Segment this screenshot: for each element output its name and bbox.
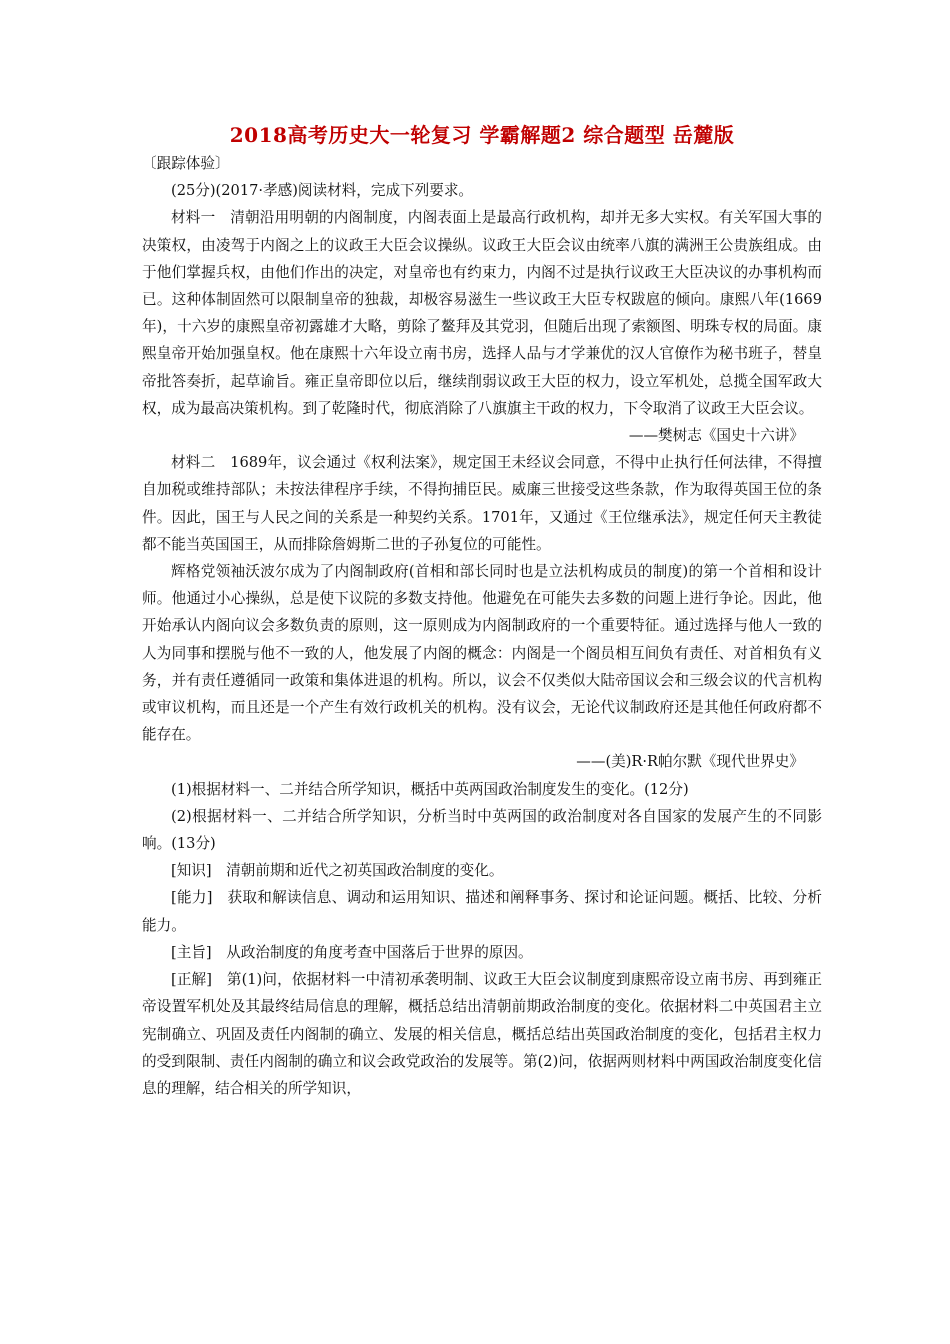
analysis-solution: [正解] 第(1)问，依据材料一中清初承袭明制、议政王大臣会议制度到康熙帝设立南书房、再到雍正帝设置军机处及其最终结局信息的理解，概括总结出清朝前期政治制度的变化。依据材料二中英国君主立宪制确立、巩固及责任内阁制的确立、发展的相关信息，概括总结出英国政治制度的变化，包括君主权力的受到限制、责任内阁制的确立和议会政党政治的发展等。第(2)问，依据两则材料中两国政治制度变化信息的理解，结合相关的所学知识， bbox=[142, 971, 822, 1097]
document-title: 2018高考历史大一轮复习 学霸解题2 综合题型 岳麓版 bbox=[229, 123, 735, 147]
question-intro: (25分)(2017·孝感)阅读材料，完成下列要求。 bbox=[171, 182, 474, 200]
question-2: (2)根据材料一、二并结合所学知识，分析当时中英两国的政治制度对各自国家的发展产生的不同影响。(13分) bbox=[142, 807, 822, 853]
analysis-ability: [能力] 获取和解读信息、调动和运用知识、描述和阐释事务、探讨和论证问题。概括、比较、分析能力。 bbox=[142, 889, 822, 934]
analysis-knowledge: [知识] 清朝前期和近代之初英国政治制度的变化。 bbox=[171, 862, 504, 880]
document-page bbox=[142, 122, 822, 1102]
material-two-paragraph-1: 材料二 1689年，议会通过《权利法案》，规定国王未经议会同意，不得中止执行任何法律，不得擅自加税或维持部队；未按法律程序手续，不得拘捕臣民。威廉三世接受这些条款，作为取得英国王位的条件。因此，国王与人民之间的关系是一种契约关系。1701年，又通过《王位继承法》，规定任何天主教徒都不能当英国国王，从而排除詹姆斯二世的子孙复位的可能性。 bbox=[142, 454, 822, 553]
material-one-source: ——樊树志《国史十六讲》 bbox=[628, 427, 804, 445]
question-1: (1)根据材料一、二并结合所学知识，概括中英两国政治制度发生的变化。(12分) bbox=[171, 780, 689, 798]
material-one-text: 材料一 清朝沿用明朝的内阁制度，内阁表面上是最高行政机构，却并无多大实权。有关军国大事的决策权，由凌驾于内阁之上的议政王大臣会议操纵。议政王大臣会议由统率八旗的满洲王公贵族组成。由于他们掌握兵权，由他们作出的决定，对皇帝也有约束力，内阁不过是执行议政王大臣决议的办事机构而已。这种体制固然可以限制皇帝的独裁，却极容易滋生一些议政王大臣专权跋扈的倾向。康熙八年(1669年)，十六岁的康熙皇帝初露雄才大略，剪除了鳌拜及其党羽，但随后出现了索额图、明珠专权的局面。康熙皇帝开始加强皇权。他在康熙十六年设立南书房，选择人品与才学兼优的汉人官僚作为秘书班子，替皇帝批答奏折，起草谕旨。雍正皇帝即位以后，继续削弱议政王大臣的权力，设立军机处，总揽全国军政大权，成为最高决策机构。到了乾隆时代，彻底消除了八旗旗主干政的权力，下令取消了议政王大臣会议。 bbox=[142, 209, 822, 417]
analysis-theme: [主旨] 从政治制度的角度考查中国落后于世界的原因。 bbox=[171, 943, 533, 961]
section-label: 〔跟踪体验〕 bbox=[142, 155, 230, 172]
material-two-source: ——(美)R·R帕尔默《现代世界史》 bbox=[576, 753, 804, 771]
material-two-paragraph-2: 辉格党领袖沃波尔成为了内阁制政府(首相和部长同时也是立法机构成员的制度)的第一个首相和设计师。他通过小心操纵，总是使下议院的多数支持他。他避免在可能失去多数的问题上进行争论。因此，他开始承认内阁向议会多数负责的原则，这一原则成为内阁制政府的一个重要特征。通过选择与他人一致的人为同事和摆脱与他不一致的人，他发展了内阁的概念：内阁是一个阁员相互间负有责任、对首相负有义务，并有责任遵循同一政策和集体进退的机构。所以，议会不仅类似大陆帝国议会和三级会议的代言机构或审议机构，而且还是一个产生有效行政机关的机构。没有议会，无论代议制政府还是其他任何政府都不能存在。 bbox=[142, 563, 822, 744]
